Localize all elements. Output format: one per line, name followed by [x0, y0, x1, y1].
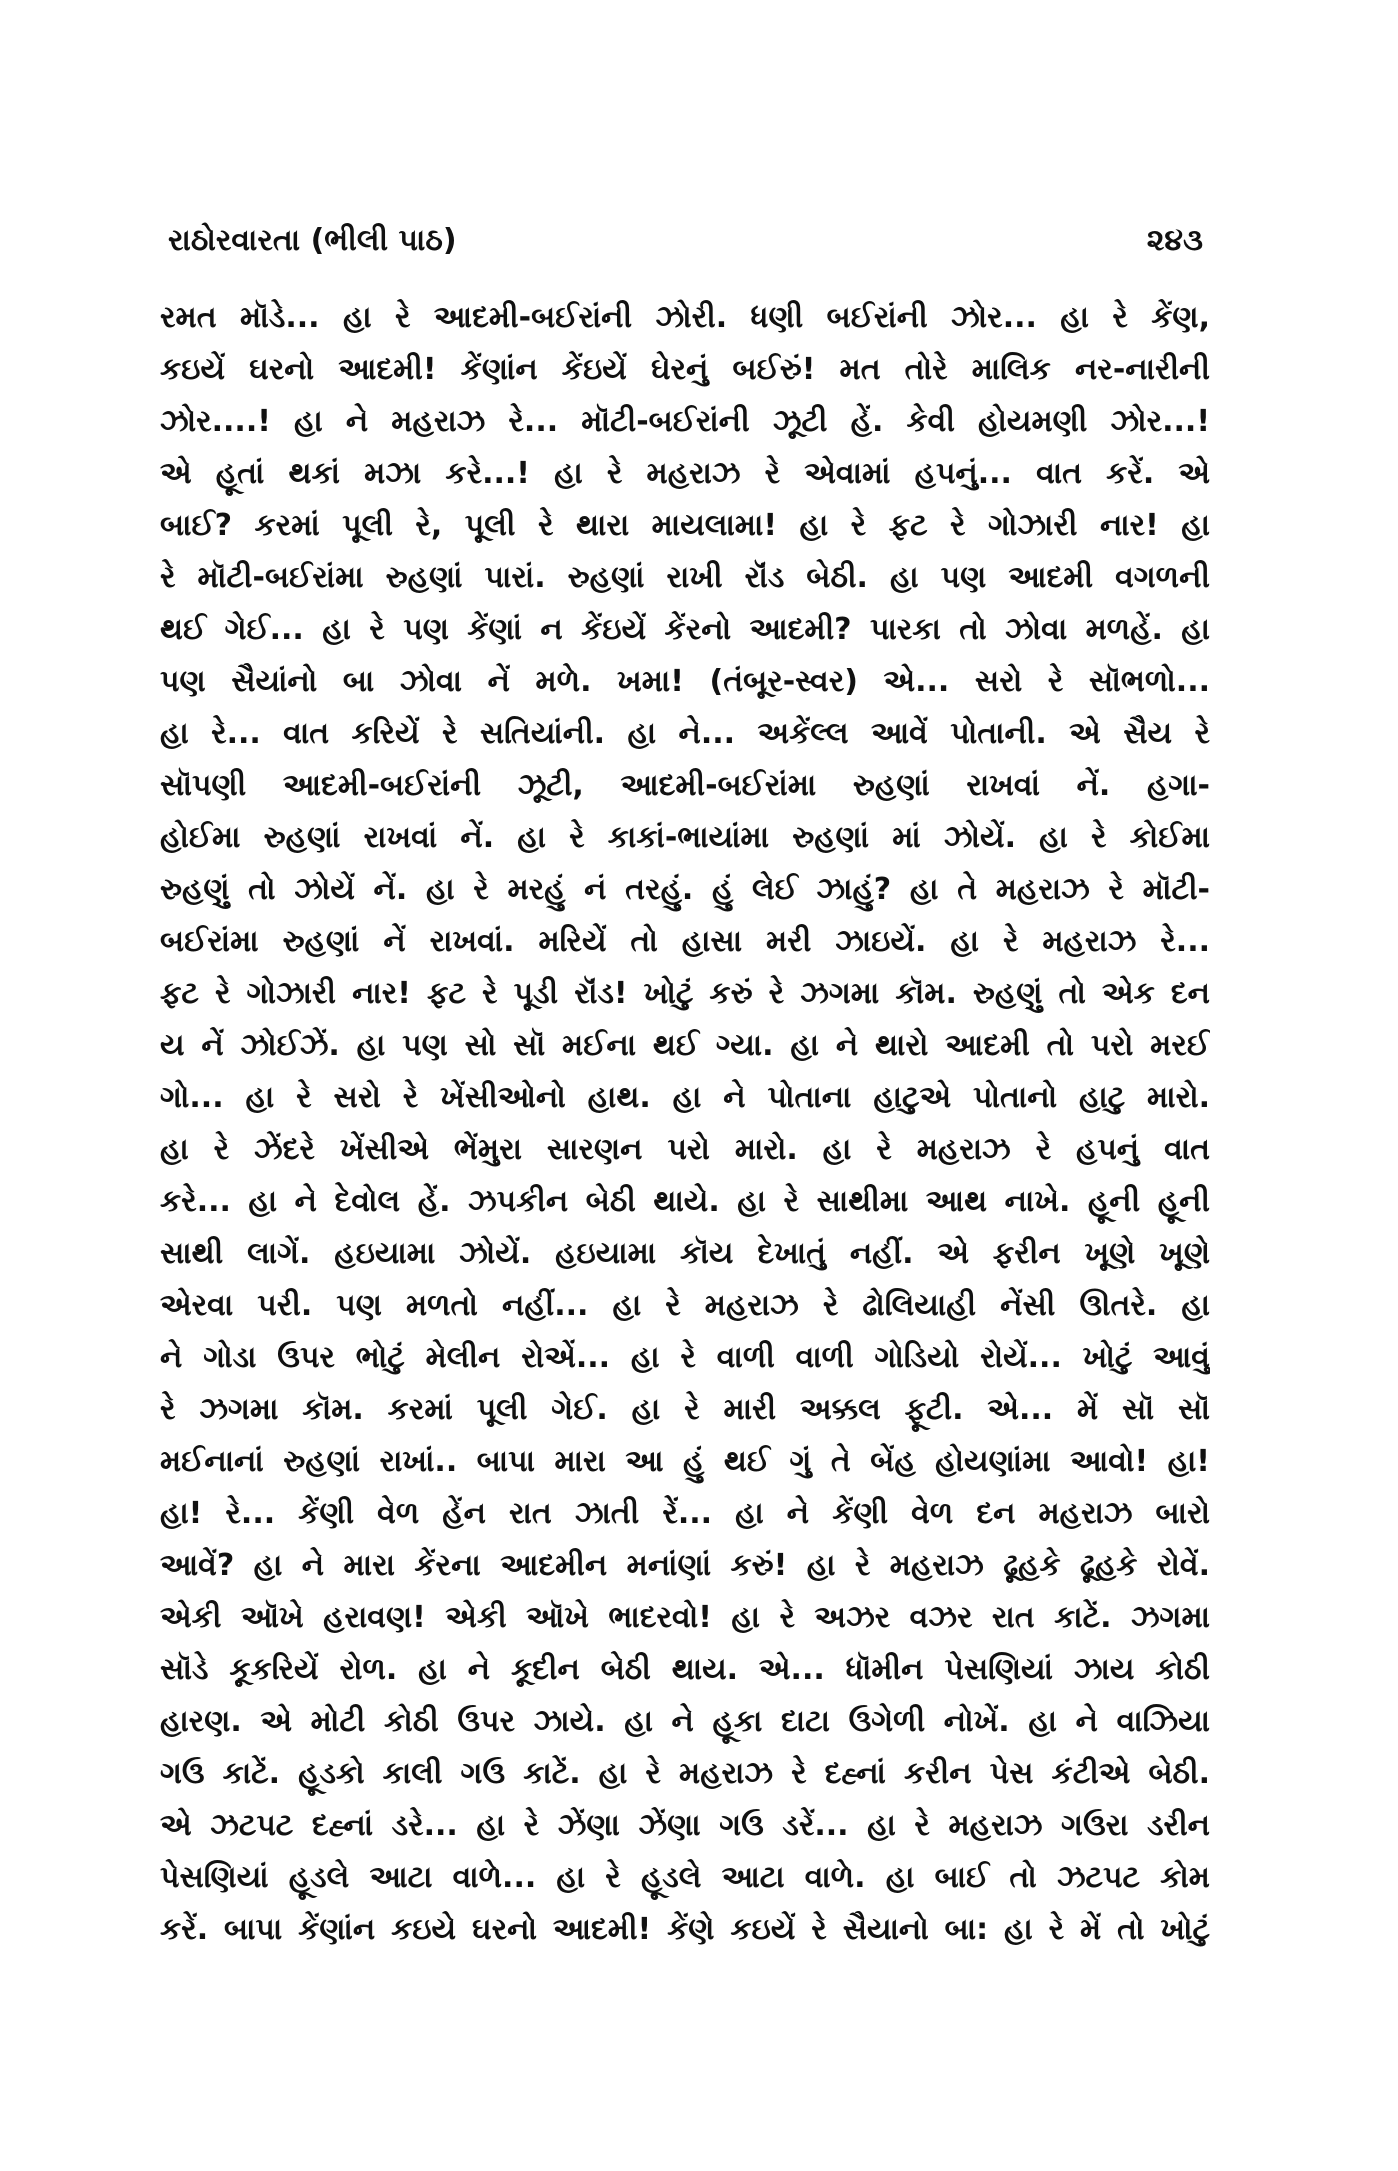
text-line: હા રે... વાત કરિયેં રે સતિયાંની. હા ને... અકેંલ્લ આવેં પોતાની. એ સૈય રે — [160, 716, 1210, 751]
text-line: સાથી લાગેં. હઇયામા ઝોયેં. હઇયામા કૉય દેખાતું નહીં. એ ફરીન ખૂણે ખૂણે — [160, 1236, 1210, 1271]
text-line: હા રે ઝેંદરે ખેંસીએ ભેંમુરા સારણન પરો મારો. હા રે મહરાઝ રે હપનું વાત — [160, 1132, 1210, 1167]
text-line: કરે... હા ને દેવોલ હેં. ઝપકીન બેઠી થાયે. હા રે સાથીમા આથ નાખે. હૂની હૂની — [160, 1184, 1210, 1219]
text-line: પેસણિયાં હૂડલે આટા વાળે... હા રે હૂડલે આટા વાળે. હા બાઈ તો ઝટપટ કોમ — [160, 1860, 1210, 1895]
text-line: સૉડે કૂકરિયેં રોળ. હા ને કૂદીન બેઠી થાય. એ... ધૉમીન પેસણિયાં ઝાય કોઠી — [160, 1652, 1210, 1687]
text-line: આવેં? હા ને મારા કેંરના આદમીન મનાંણાં કરું! હા રે મહરાઝ ઢૂહકે ઢૂહકે રોવેં. — [160, 1548, 1210, 1583]
text-line: કરેં. બાપા કેંણાંન કઇયે ઘરનો આદમી! કેંણે કઇયેં રે સૈયાનો બા: હા રે મેં તો ખોટું — [160, 1912, 1210, 1947]
running-header — [168, 215, 1203, 265]
text-line: થઈ ગેઈ... હા રે પણ કેંણાં ન કેંઇયેં કેંરનો આદમી? પારકા તો ઝોવા મળહેં. હા — [160, 612, 1210, 647]
text-line: એ ઝટપટ દહ્નાં ડરે... હા રે ઝેંણા ઝેંણા ગઉ ડરેં... હા રે મહરાઝ ગઉરા ડરીન — [160, 1808, 1210, 1843]
text-line: મઈનાનાં રુહણાં રાખાં.. બાપા મારા આ હું થઈ ગું તે બેંહ હોયણાંમા આવો! હા! — [160, 1444, 1210, 1479]
text-line: પણ સૈયાંનો બા ઝોવા નેં મળે. ખમા! (તંબૂર-સ્વર) એ... સરો રે સૉભળો... — [160, 664, 1210, 699]
text-line: રે ઝગમા કૉમ. કરમાં પૂલી ગેઈ. હા રે મારી અક્કલ ફૂટી. એ... મેં સૉ સૉ — [160, 1392, 1210, 1427]
text-line: ય નેં ઝોઈઝેં. હા પણ સો સૉ મઈના થઈ ગ્યા. હા ને થારો આદમી તો પરો મરઈ — [160, 1028, 1210, 1063]
text-line: ને ગોડા ઉપર ભોટું મેલીન રોએં... હા રે વાળી વાળી ગોડિયો રોયેં... ખોટું આવું — [160, 1340, 1210, 1375]
text-line: ગઉ કાટેં. હૂડકો કાલી ગઉ કાટેં. હા રે મહરાઝ રે દહ્નાં કરીન પેસ કંટીએ બેઠી. — [160, 1756, 1210, 1791]
text-line: રે મૉટી-બઈરાંમા રુહણાં પારાં. રુહણાં રાખી રૉંડ બેઠી. હા પણ આદમી વગળની — [160, 560, 1210, 595]
text-line: રમત મૉડે... હા રે આદમી-બઈરાંની ઝોરી. ધણી બઈરાંની ઝોર... હા રે કેંણ, — [160, 300, 1210, 335]
text-line: હારણ. એ મોટી કોઠી ઉપર ઝાયે. હા ને હૂકા દાટા ઉગેળી નોખેં. હા ને વાઝિયા — [160, 1704, 1210, 1739]
text-line: ઝોર....! હા ને મહરાઝ રે... મૉટી-બઈરાંની ઝૂટી હેં. કેવી હોયમણી ઝોર...! — [160, 404, 1210, 439]
text-line: કઇયેં ઘરનો આદમી! કેંણાંન કેંઇયેં ઘેરનું બઈરું! મત તોરે માલિક નર-નારીની — [160, 352, 1210, 387]
text-line: ફટ રે ગોઝારી નાર! ફટ રે પૂડી રૉંડ! ખોટું કરું રે ઝગમા કૉમ. રુહણું તો એક દન — [160, 976, 1210, 1011]
text-line: હા! રે... કેંણી વેળ હેંન રાત ઝાતી રેં... હા ને કેંણી વેળ દન મહરાઝ બારો — [160, 1496, 1210, 1531]
text-line: રુહણું તો ઝોયેં નેં. હા રે મરહું નં તરહું. હું લેઈ ઝાહું? હા તે મહરાઝ રે મૉટી- — [160, 872, 1210, 907]
body-text — [160, 292, 1210, 1956]
text-line: હોઈમા રુહણાં રાખવાં નેં. હા રે કાકાં-ભાયાંમા રુહણાં માં ઝોયેં. હા રે કોઈમા — [160, 820, 1210, 855]
running-title: રાઠોરવારતા (ભીલી પાઠ) — [168, 222, 457, 258]
text-line: બઈરાંમા રુહણાં નેં રાખવાં. મરિયેં તો હાસા મરી ઝાઇયેં. હા રે મહરાઝ રે... — [160, 924, 1210, 959]
page-number: ૨૪૩ — [1146, 222, 1203, 258]
text-line: એ હૂતાં થકાં મઝા કરે...! હા રે મહરાઝ રે એવામાં હપનું... વાત કરેં. એ — [160, 456, 1210, 491]
text-line: બાઈ? કરમાં પૂલી રે, પૂલી રે થારા માયલામા! હા રે ફટ રે ગોઝારી નાર! હા — [160, 508, 1210, 543]
text-line: ગો... હા રે સરો રે ખેંસીઓનો હાથ. હા ને પોતાના હાટુએ પોતાનો હાટુ મારો. — [160, 1080, 1210, 1115]
text-line: એકી ઑખે હરાવણ! એકી ઑખે ભાદરવો! હા રે અઝર વઝર રાત કાટેં. ઝગમા — [160, 1600, 1210, 1635]
text-line: એરવા પરી. પણ મળતો નહીં... હા રે મહરાઝ રે ઢોલિયાહી નેંસી ઊતરે. હા — [160, 1288, 1210, 1323]
text-line: સૉપણી આદમી-બઈરાંની ઝૂટી, આદમી-બઈરાંમા રુહણાં રાખવાં નેં. હગા- — [160, 768, 1210, 803]
